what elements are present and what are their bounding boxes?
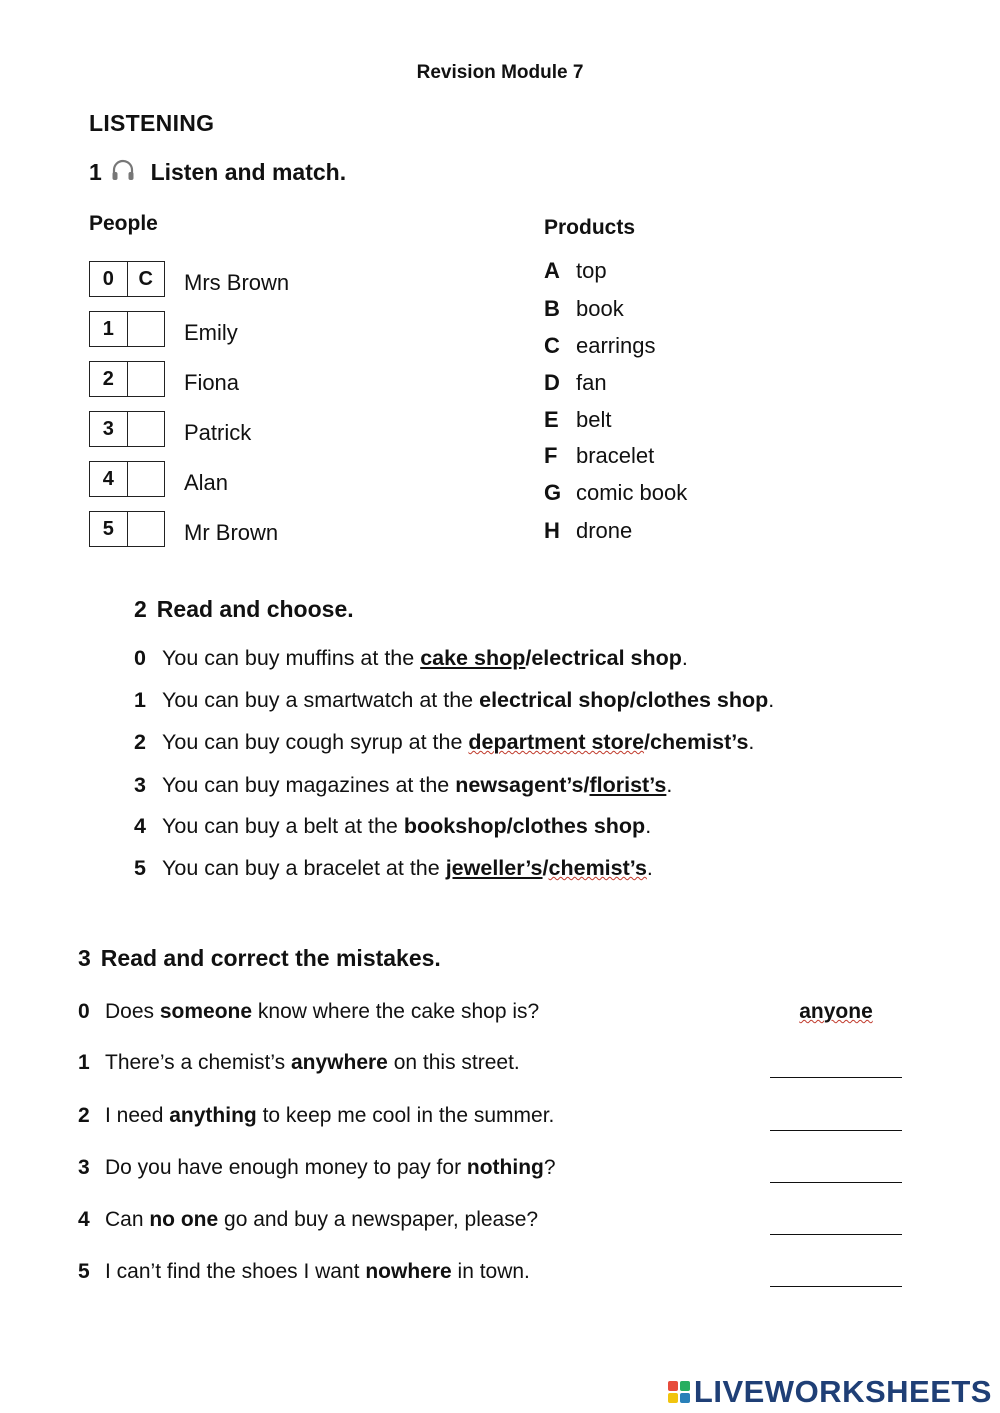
option-2[interactable]: clothes shop	[512, 814, 646, 838]
product-item	[544, 480, 687, 506]
item-number: 3	[102, 417, 114, 440]
product-item	[544, 370, 607, 396]
choice-sentence	[134, 646, 688, 671]
mistake-word: no one	[149, 1208, 219, 1231]
sentence-text: There’s a chemist’s	[105, 1051, 291, 1074]
item-number: 1	[78, 1051, 90, 1074]
correction-sentence	[78, 1208, 538, 1232]
sentence-text: I need	[105, 1104, 170, 1127]
answer-box	[89, 511, 165, 547]
exercise-1-number: 1	[89, 159, 102, 185]
answer-blank[interactable]	[770, 1051, 902, 1078]
sentence-end: to keep me cool in the summer.	[256, 1104, 555, 1127]
product-name: top	[576, 258, 607, 283]
item-number: 4	[78, 1208, 90, 1231]
sentence-end: in town.	[451, 1260, 530, 1283]
exercise-1-heading	[89, 158, 346, 186]
answer-blank[interactable]	[770, 1156, 902, 1183]
product-item	[544, 443, 654, 469]
product-name: earrings	[576, 333, 656, 358]
sentence-end: on this street.	[387, 1051, 520, 1074]
exercise-3-heading	[78, 945, 441, 972]
product-item	[544, 296, 624, 322]
mistake-word: nothing	[466, 1156, 544, 1179]
exercise-3-number: 3	[78, 945, 91, 971]
option-2[interactable]: electrical shop	[531, 646, 682, 670]
sentence-text: You can buy muffins at the	[162, 646, 421, 670]
product-letter: D	[544, 370, 560, 395]
answer-field[interactable]	[127, 362, 165, 396]
mistake-word: someone	[159, 1000, 253, 1023]
answer-box	[89, 361, 165, 397]
sentence-end: .	[748, 730, 755, 754]
sentence-text: Does	[105, 1000, 160, 1023]
correction-sentence	[78, 1156, 556, 1180]
product-letter: C	[544, 333, 560, 358]
option-2[interactable]: chemist’s	[650, 730, 749, 754]
item-number: 4	[134, 814, 146, 838]
person-name: Patrick	[184, 420, 252, 445]
mistake-word: anything	[169, 1104, 257, 1127]
option-1[interactable]: jeweller’s	[445, 856, 543, 880]
sentence-end: ?	[543, 1156, 556, 1179]
item-number: 3	[134, 773, 146, 797]
product-name: bracelet	[576, 443, 655, 468]
product-name: comic book	[576, 480, 688, 505]
exercise-3-title: Read and correct the mistakes.	[100, 945, 441, 971]
option-separator: /	[506, 814, 513, 838]
item-number: 2	[102, 367, 114, 390]
item-number: 3	[78, 1156, 90, 1179]
logo-text: LIVEWORKSHEETS	[693, 1374, 992, 1409]
sentence-text: Can	[105, 1208, 150, 1231]
answer-field[interactable]	[127, 512, 165, 546]
item-number: 2	[78, 1104, 90, 1127]
product-item	[544, 407, 611, 433]
option-2[interactable]: chemist’s	[548, 856, 647, 880]
product-item	[544, 333, 655, 359]
sentence-end: .	[681, 646, 688, 670]
sentence-text: You can buy magazines at the	[162, 773, 456, 797]
item-number: 0	[78, 1000, 90, 1023]
item-number: 4	[102, 467, 114, 490]
option-separator: /	[644, 730, 651, 754]
product-name: fan	[576, 370, 607, 395]
sentence-end: go and buy a newspaper, please?	[218, 1208, 539, 1231]
sentence-end: .	[645, 814, 652, 838]
answer-blank[interactable]	[770, 1260, 902, 1287]
answer-blank[interactable]	[770, 1104, 902, 1131]
answer-box	[89, 461, 165, 497]
item-number: 5	[78, 1260, 90, 1283]
item-number: 2	[134, 730, 146, 754]
choice-sentence	[134, 688, 774, 713]
person-name: Emily	[184, 320, 238, 345]
answer-box	[89, 311, 165, 347]
option-2[interactable]: florist’s	[589, 773, 667, 797]
sentence-end: know where the cake shop is?	[252, 1000, 540, 1023]
sentence-text: You can buy cough syrup at the	[162, 730, 469, 754]
item-number: 5	[134, 856, 146, 880]
product-letter: E	[544, 407, 559, 432]
exercise-2-title: Read and choose.	[156, 596, 354, 622]
item-number: 0	[102, 267, 114, 290]
correction-sentence	[78, 1104, 554, 1128]
choice-sentence	[134, 856, 653, 881]
option-2[interactable]: clothes shop	[635, 688, 769, 712]
correction-sentence	[78, 1000, 539, 1024]
person-name: Mrs Brown	[184, 270, 290, 295]
correction-sentence	[78, 1260, 530, 1284]
answer-box	[89, 261, 165, 297]
item-number: 1	[134, 688, 146, 712]
option-1[interactable]: department store	[468, 730, 645, 754]
product-letter: A	[544, 258, 560, 283]
choice-sentence	[134, 773, 672, 798]
page-title: Revision Module 7	[416, 62, 584, 83]
sentence-text: You can buy a bracelet at the	[162, 856, 446, 880]
option-1[interactable]: bookshop	[403, 814, 507, 838]
product-letter: H	[544, 518, 560, 543]
example-answer: anyone	[799, 1000, 873, 1023]
answer-box	[89, 411, 165, 447]
product-name: book	[576, 296, 624, 321]
product-name: belt	[576, 407, 612, 432]
sentence-text: I can’t find the shoes I want	[105, 1260, 366, 1283]
exercise-2-heading	[134, 596, 354, 623]
products-heading: Products	[544, 216, 636, 239]
sentence-end: .	[646, 856, 653, 880]
product-item	[544, 518, 632, 544]
sentence-text: Do you have enough money to pay for	[105, 1156, 467, 1179]
choice-sentence	[134, 814, 651, 839]
product-item	[544, 258, 607, 284]
product-letter: B	[544, 296, 560, 321]
logo-mark-icon	[668, 1381, 690, 1403]
liveworksheets-logo	[668, 1374, 992, 1410]
correction-sentence	[78, 1051, 520, 1075]
answer-field[interactable]: C	[127, 262, 165, 296]
product-name: drone	[576, 518, 633, 543]
sentence-end: .	[768, 688, 775, 712]
answer-blank[interactable]	[770, 1208, 902, 1235]
option-separator: /	[525, 646, 532, 670]
person-name: Mr Brown	[184, 520, 279, 545]
sentence-text: You can buy a smartwatch at the	[162, 688, 480, 712]
mistake-word: nowhere	[365, 1260, 452, 1283]
option-1[interactable]: cake shop	[420, 646, 526, 670]
item-number: 0	[134, 646, 146, 670]
option-1[interactable]: newsagent’s	[455, 773, 584, 797]
people-heading: People	[89, 212, 158, 235]
person-name: Alan	[184, 470, 229, 495]
person-name: Fiona	[184, 370, 240, 395]
answer-field[interactable]	[127, 412, 165, 446]
exercise-2-number: 2	[134, 596, 147, 622]
item-number: 1	[102, 317, 114, 340]
product-letter: G	[544, 480, 562, 505]
option-separator: /	[583, 773, 590, 797]
choice-sentence	[134, 730, 754, 755]
option-1[interactable]: electrical shop	[479, 688, 630, 712]
product-letter: F	[544, 443, 558, 468]
option-separator: /	[629, 688, 636, 712]
answer-field[interactable]	[127, 462, 165, 496]
section-title-listening: LISTENING	[89, 110, 215, 136]
answer-field[interactable]	[127, 312, 165, 346]
sentence-text: You can buy a belt at the	[162, 814, 404, 838]
sentence-end: .	[666, 773, 673, 797]
item-number: 5	[102, 517, 114, 540]
headphones-icon	[110, 158, 136, 184]
option-separator: /	[542, 856, 549, 880]
exercise-1-title: Listen and match.	[150, 159, 347, 185]
mistake-word: anywhere	[290, 1051, 388, 1074]
